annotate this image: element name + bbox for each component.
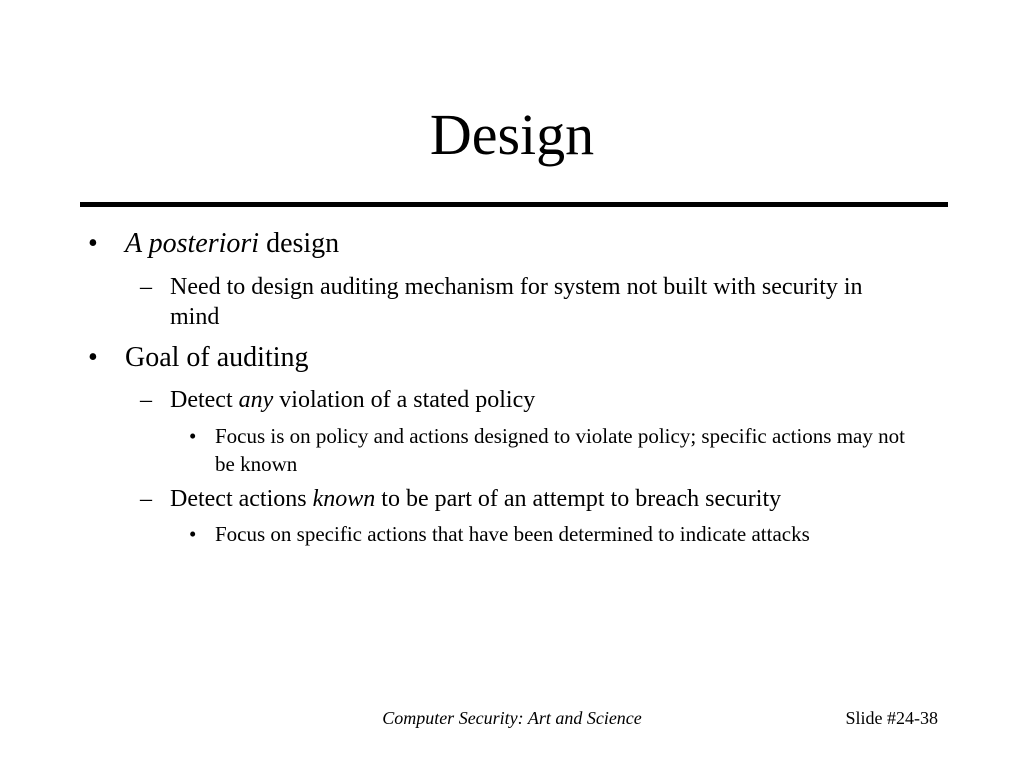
dash-marker: – <box>140 274 152 300</box>
subbullet-italic-text: known <box>312 486 376 512</box>
bullet-italic-text: A posteriori <box>125 228 260 259</box>
subbullet-text-pre: Detect <box>170 387 239 413</box>
subbullet-text: Need to design auditing mechanism for system not built with security in mind <box>170 274 863 330</box>
bullet-goal-of-auditing <box>88 342 965 374</box>
dash-marker: – <box>140 486 152 512</box>
subsubbullet-focus-on-policy <box>189 422 915 478</box>
footer-slide-number: Slide #24-38 <box>845 708 938 728</box>
footer-course-title: Computer Security: Art and Science <box>382 708 642 728</box>
subbullet-italic-text: any <box>238 387 274 413</box>
subsubbullet-text: Focus on specific actions that have been determined to indicate attacks <box>215 522 810 546</box>
bullet-text: design <box>259 228 340 259</box>
subbullet-need-to-design <box>140 272 910 332</box>
subbullet-detect-known <box>140 484 910 514</box>
subsubbullet-focus-on-actions <box>189 520 915 548</box>
subbullet-detect-any <box>140 385 910 415</box>
subbullet-text-post: violation of a stated policy <box>273 387 536 413</box>
bullet-marker: • <box>189 424 197 448</box>
bullet-marker: • <box>88 228 98 259</box>
subsubbullet-text: Focus is on policy and actions designed to violate policy; specific actions may not be known <box>215 424 905 476</box>
slide-title: Design <box>429 102 595 167</box>
dash-marker: – <box>140 387 152 413</box>
bullet-marker: • <box>189 522 197 546</box>
bullet-marker: • <box>88 342 98 373</box>
subbullet-text-pre: Detect actions <box>170 486 313 512</box>
bullet-text: Goal of auditing <box>125 342 309 373</box>
subbullet-text-post: to be part of an attempt to breach security <box>375 486 782 512</box>
bullet-a-posteriori-design <box>88 228 965 260</box>
